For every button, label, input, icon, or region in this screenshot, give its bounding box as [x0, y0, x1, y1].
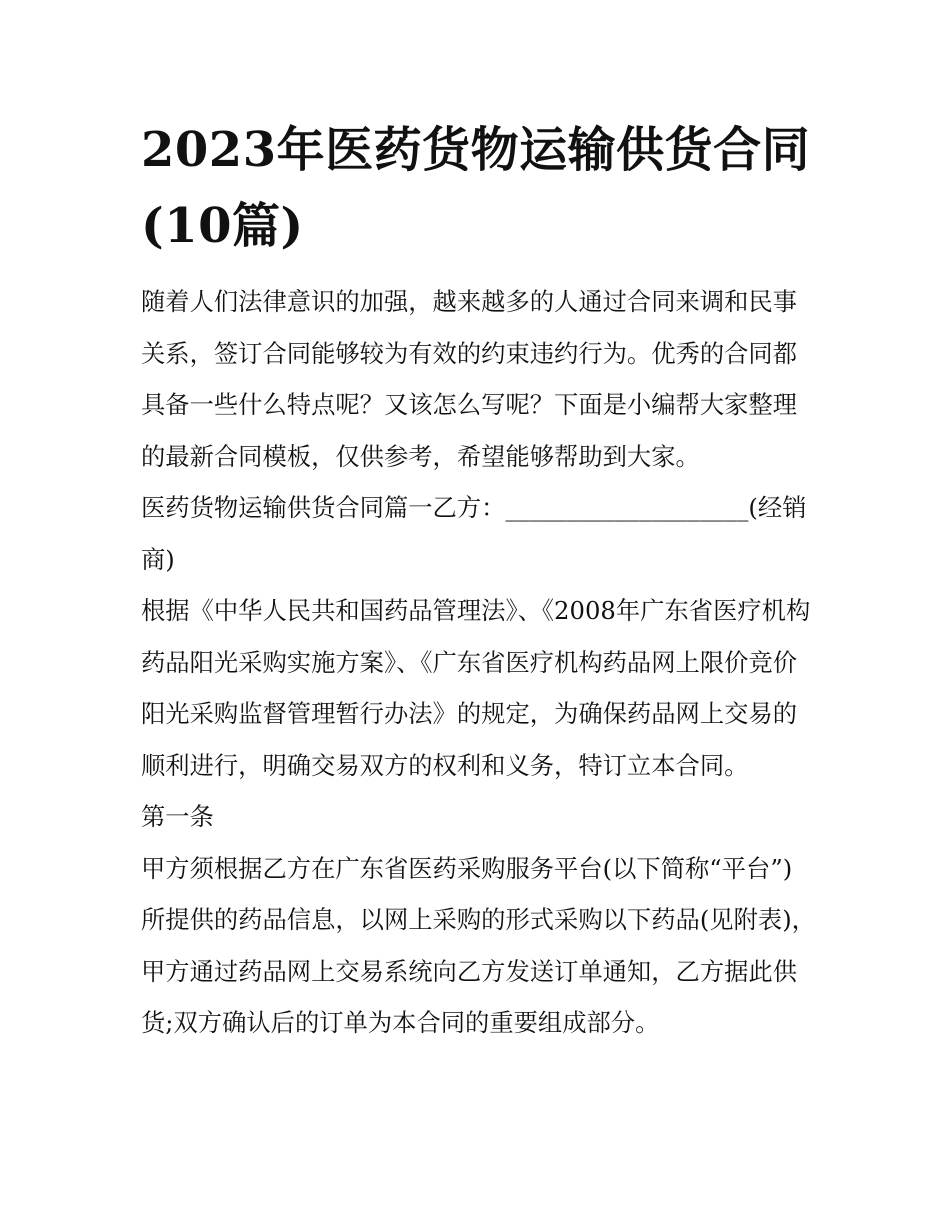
article-one-paragraph: 甲方须根据乙方在广东省医药采购服务平台(以下简称“平台”)所提供的药品信息，以网上采购的形式采购以下药品(见附表)，甲方通过药品网上交易系统向乙方发送订单通知，乙方据此供货;双方确认后的订单为本合同的重要组成部分。 [141, 853, 816, 1037]
legal-basis-paragraph: 根据《中华人民共和国药品管理法》、《2008年广东省医疗机构药品阳光采购实施方案》、《广东省医疗机构药品网上限价竞价阳光采购监督管理暂行办法》的规定，为确保药品网上交易的顺利进行，明确交易双方的权利和义务，特订立本合同。 [141, 596, 811, 780]
contract-heading-party-b: 医药货物运输供货合同篇一乙方：____________________(经销 商) [141, 493, 807, 574]
document-body [141, 276, 816, 1049]
intro-paragraph: 随着人们法律意识的加强，越来越多的人通过合同来调和民事关系，签订合同能够较为有效的约束违约行为。优秀的合同都具备一些什么特点呢？又该怎么写呢？下面是小编帮大家整理的最新合同模板，仅供参考，希望能够帮助到大家。 [141, 287, 798, 471]
article-one-heading: 第一条 [141, 802, 214, 831]
document-title: 2023年医药货物运输供货合同(10篇) [141, 122, 811, 254]
